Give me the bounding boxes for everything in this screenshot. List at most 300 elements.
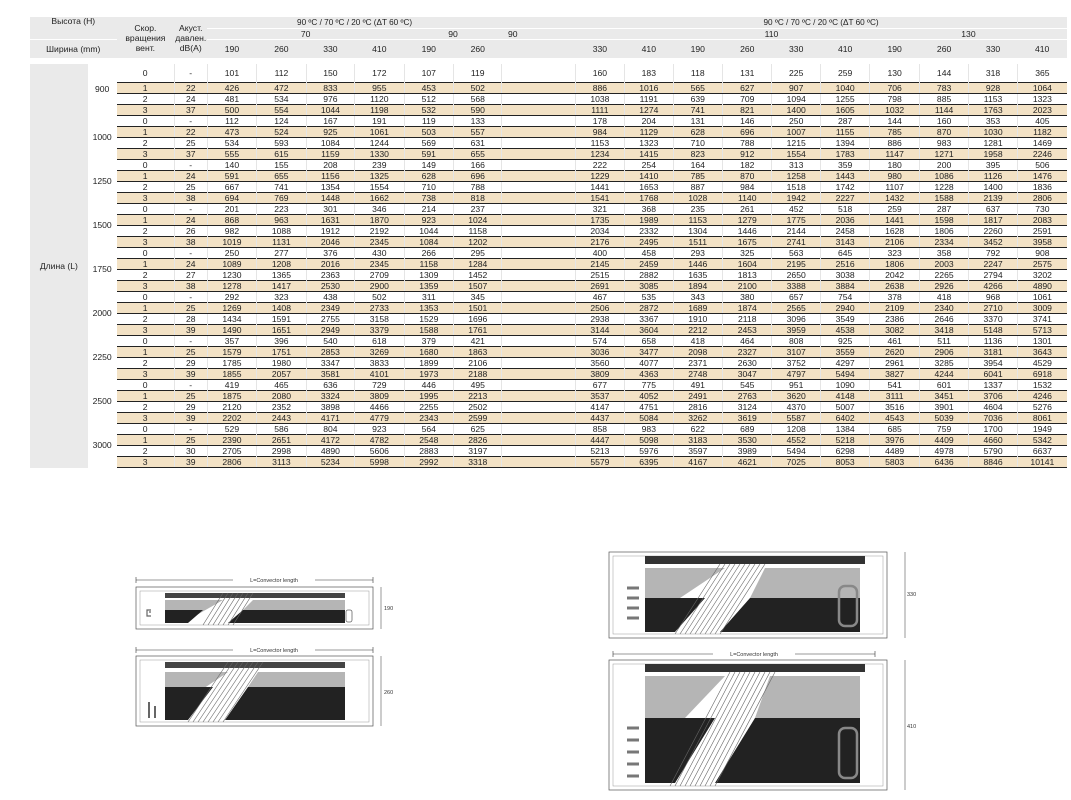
heat-output-cell: 1016 — [625, 83, 673, 94]
heat-output-cell: 3884 — [820, 281, 869, 292]
heat-output-cell: 1284 — [454, 259, 502, 270]
heat-output-cell: 3324 — [306, 391, 354, 402]
width-header-gap — [502, 40, 575, 59]
heat-output-cell: 2034 — [575, 226, 624, 237]
heat-output-cell: 2883 — [404, 446, 453, 457]
width-column-header: 190 — [207, 40, 256, 59]
heat-output-cell: 2192 — [355, 226, 404, 237]
heat-output-cell: 908 — [1017, 248, 1067, 259]
heat-output-cell: 2548 — [404, 435, 453, 446]
heat-output-cell: 1269 — [207, 303, 256, 314]
heat-output-cell: 7036 — [969, 413, 1017, 424]
length-value: 3000 — [88, 424, 117, 468]
heat-output-cell: 2872 — [625, 303, 673, 314]
fan-speed-cell: 0 — [142, 159, 148, 170]
header-row-temperature — [30, 17, 1067, 29]
table-row — [30, 369, 1067, 380]
fan-speed-cell: 1 — [117, 83, 175, 94]
length-value: 1500 — [88, 204, 117, 248]
heat-output-cell: 119 — [404, 116, 453, 127]
heat-output-cell: 500 — [207, 105, 256, 116]
acoustic-cell: 25 — [174, 303, 207, 314]
heat-output-cell: 912 — [723, 149, 772, 160]
gap-cell — [502, 116, 575, 127]
heat-output-cell: 3197 — [454, 446, 502, 457]
heat-output-cell: 3989 — [723, 446, 772, 457]
heat-output-cell: 1434 — [207, 314, 256, 325]
heat-output-cell: 2443 — [257, 413, 306, 424]
table-row — [30, 402, 1067, 413]
gap-cell — [502, 314, 575, 325]
heat-output-cell: 983 — [919, 138, 968, 149]
fan-speed-cell: 3 — [117, 457, 175, 468]
heat-output-cell: 2345 — [355, 237, 404, 248]
fan-speed-cell: 2 — [142, 93, 148, 104]
heat-output-cell: 358 — [919, 248, 968, 259]
table-row — [30, 64, 1067, 83]
acoustic-cell: 38 — [174, 281, 207, 292]
convector-diagram-260 — [133, 642, 408, 732]
heat-output-cell: 343 — [673, 292, 722, 303]
heat-output-cell: 1448 — [306, 193, 354, 204]
heat-output-cell: 2246 — [1017, 149, 1067, 160]
heat-output-cell: 2016 — [306, 259, 354, 270]
heat-output-cell: 1140 — [723, 193, 772, 204]
heat-output-cell: 1359 — [404, 281, 453, 292]
heat-output-cell: 1158 — [404, 259, 453, 270]
heat-output-cell: 557 — [454, 127, 502, 138]
heat-output-cell: 2502 — [454, 402, 502, 413]
heat-output-cell: 6041 — [969, 369, 1017, 380]
heat-output-cell: 2459 — [625, 259, 673, 270]
heat-output-cell: 2705 — [207, 446, 256, 457]
heat-output-cell: 250 — [772, 116, 820, 127]
gap-cell — [502, 303, 575, 314]
width-column-header: 410 — [820, 40, 869, 59]
fan-speed-cell: 0 — [142, 379, 148, 390]
heat-output-cell: 405 — [1017, 116, 1067, 127]
gap-cell — [502, 171, 575, 182]
heat-output-cell: 2363 — [306, 270, 354, 281]
heat-output-cell: 5213 — [575, 446, 624, 457]
heat-output-cell: 2599 — [454, 413, 502, 424]
heat-output-cell: 1989 — [625, 215, 673, 226]
heat-output-cell: 689 — [723, 424, 772, 435]
width-header: Ширина (mm) — [30, 40, 117, 59]
heat-output-cell: 5998 — [355, 457, 404, 468]
heat-output-cell: 3124 — [723, 402, 772, 413]
width-column-header: 190 — [870, 40, 919, 59]
acoustic-cell: 25 — [174, 391, 207, 402]
heat-output-cell: 107 — [404, 64, 453, 83]
heat-output-cell: 368 — [625, 204, 673, 215]
heat-output-cell: 858 — [575, 424, 624, 435]
heat-output-cell: 798 — [870, 94, 919, 105]
heat-output-cell: 1813 — [723, 270, 772, 281]
heat-output-cell: 2620 — [870, 347, 919, 358]
heat-output-cell: 357 — [207, 336, 256, 347]
heat-output-cell: 4621 — [723, 457, 772, 468]
heat-output-cell: 532 — [404, 105, 453, 116]
heat-output-cell: 140 — [207, 160, 256, 171]
heat-output-cell: 3036 — [575, 347, 624, 358]
table-row — [30, 413, 1067, 424]
table-row — [30, 215, 1067, 226]
gap-cell — [502, 105, 575, 116]
gap-cell — [502, 248, 575, 259]
heat-output-cell: 3451 — [919, 391, 968, 402]
heat-output-cell: 3418 — [919, 325, 968, 336]
heat-output-cell: 618 — [355, 336, 404, 347]
convector-diagram-410 — [605, 648, 925, 794]
heat-output-cell: 534 — [257, 94, 306, 105]
fan-speed-cell: 3 — [117, 413, 175, 424]
gap-cell — [502, 446, 575, 457]
heat-output-cell: 3379 — [355, 325, 404, 336]
heat-output-cell: 4266 — [969, 281, 1017, 292]
heat-output-cell: 2098 — [673, 347, 722, 358]
heat-output-cell: 426 — [207, 83, 256, 94]
heat-output-cell: 418 — [919, 292, 968, 303]
width-column-header: 410 — [1017, 40, 1067, 59]
table-row — [30, 380, 1067, 391]
heat-output-cell: 823 — [673, 149, 722, 160]
heat-output-cell: 446 — [404, 380, 453, 391]
acoustic-header: Акуст. давлен. dB(A) — [174, 17, 207, 58]
heat-output-cell: 2530 — [306, 281, 354, 292]
length-label-2: L=Convector length — [250, 648, 298, 654]
gap-cell — [502, 237, 575, 248]
heat-output-cell: 4978 — [919, 446, 968, 457]
heat-output-cell: 833 — [306, 83, 354, 94]
heat-output-cell: 359 — [820, 160, 869, 171]
length-label: Длина (L) — [30, 64, 88, 468]
acoustic-cell: 39 — [174, 457, 207, 468]
heat-output-cell: 1452 — [454, 270, 502, 281]
heat-output-cell: 4660 — [969, 435, 1017, 446]
heat-output-cell: 529 — [207, 424, 256, 435]
heat-output-cell: 541 — [870, 380, 919, 391]
heat-output-cell: 1870 — [355, 215, 404, 226]
fan-speed-cell: 1 — [117, 435, 175, 446]
length-value: 1250 — [88, 160, 117, 204]
heat-output-cell: 2806 — [1017, 193, 1067, 204]
heat-output-cell: 321 — [575, 204, 624, 215]
heat-output-cell: 235 — [673, 204, 722, 215]
heat-output-cell: 418 — [673, 336, 722, 347]
heat-output-cell: 2938 — [575, 314, 624, 325]
heat-output-cell: 4543 — [870, 413, 919, 424]
heat-output-cell: 628 — [673, 127, 722, 138]
heat-output-cell: 2638 — [870, 281, 919, 292]
heat-output-cell: 710 — [673, 138, 722, 149]
heat-output-cell: 3111 — [870, 391, 919, 402]
heat-output-cell: 3183 — [673, 435, 722, 446]
width-column-header: 330 — [306, 40, 354, 59]
acoustic-cell: 25 — [174, 347, 207, 358]
heat-output-cell: 1159 — [306, 149, 354, 160]
acoustic-cell: - — [174, 292, 207, 303]
heat-output-cell: 1202 — [454, 237, 502, 248]
table-row — [30, 435, 1067, 446]
acoustic-cell: 24 — [174, 94, 207, 105]
heat-output-cell: 495 — [454, 380, 502, 391]
heat-output-cell: 379 — [404, 336, 453, 347]
heat-output-cell: 2733 — [355, 303, 404, 314]
convector-diagram-330 — [605, 548, 925, 643]
heat-output-cell: 2709 — [355, 270, 404, 281]
heat-output-cell: 149 — [404, 160, 453, 171]
heat-output-cell: 3388 — [772, 281, 820, 292]
heat-output-cell: 182 — [723, 160, 772, 171]
heat-output-cell: 925 — [820, 336, 869, 347]
heat-output-cell: 1995 — [404, 391, 453, 402]
acoustic-cell: - — [174, 116, 207, 127]
gap-cell — [502, 424, 575, 435]
heat-output-cell: 2516 — [820, 259, 869, 270]
heat-output-cell: 1511 — [673, 237, 722, 248]
heat-output-cell: 5713 — [1017, 325, 1067, 336]
fan-speed-header: Скор. вращения вент. — [117, 17, 175, 58]
heat-output-cell: 512 — [404, 94, 453, 105]
heat-output-cell: 6298 — [820, 446, 869, 457]
heat-output-cell: 396 — [257, 336, 306, 347]
heat-output-cell: 1501 — [454, 303, 502, 314]
height-group-header: 90 — [502, 29, 673, 40]
heat-output-cell: 3827 — [870, 369, 919, 380]
heat-output-cell: 380 — [723, 292, 772, 303]
heat-output-cell: 601 — [919, 380, 968, 391]
gap-cell — [502, 215, 575, 226]
heat-output-cell: 4370 — [772, 402, 820, 413]
heat-output-cell: 1680 — [404, 347, 453, 358]
heat-output-cell: 1806 — [919, 226, 968, 237]
heat-output-cell: 1215 — [772, 138, 820, 149]
heat-output-cell: 438 — [306, 292, 354, 303]
heat-output-cell: 1230 — [207, 270, 256, 281]
heat-output-cell: 1751 — [257, 347, 306, 358]
heat-output-cell: 2352 — [257, 402, 306, 413]
acoustic-cell: 28 — [174, 314, 207, 325]
heat-output-cell: 292 — [207, 292, 256, 303]
table-row — [30, 116, 1067, 127]
heat-output-cell: 555 — [207, 149, 256, 160]
heat-output-cell: 923 — [355, 424, 404, 435]
heat-output-cell: 461 — [870, 336, 919, 347]
heat-output-cell: 130 — [870, 64, 919, 83]
heat-output-cell: 1628 — [870, 226, 919, 237]
acoustic-cell: - — [174, 380, 207, 391]
heat-output-cell: 353 — [969, 116, 1017, 127]
fan-speed-cell: 2 — [142, 269, 148, 280]
heat-output-cell: 1662 — [355, 193, 404, 204]
heat-output-cell: 2906 — [919, 347, 968, 358]
heat-output-cell: 2826 — [454, 435, 502, 446]
heat-output-cell: 1155 — [820, 127, 869, 138]
heat-output-cell: 2109 — [870, 303, 919, 314]
heat-output-cell: 574 — [575, 336, 624, 347]
fan-speed-cell: 1 — [117, 347, 175, 358]
heat-output-cell: 868 — [207, 215, 256, 226]
acoustic-cell: - — [174, 248, 207, 259]
heat-output-cell: 785 — [673, 171, 722, 182]
heat-output-cell: 518 — [820, 204, 869, 215]
heat-output-cell: 2100 — [723, 281, 772, 292]
heat-output-cell: 506 — [1017, 160, 1067, 171]
heat-output-cell: 591 — [404, 149, 453, 160]
heat-output-cell: 645 — [820, 248, 869, 259]
heat-output-cell: 250 — [207, 248, 256, 259]
fan-speed-cell: 3 — [117, 325, 175, 336]
heat-output-cell: 2565 — [772, 303, 820, 314]
heat-output-cell: 1735 — [575, 215, 624, 226]
heat-output-cell: 1258 — [772, 171, 820, 182]
heat-output-cell: 1198 — [355, 105, 404, 116]
fan-speed-cell: 1 — [117, 127, 175, 138]
width-column-header: 330 — [969, 40, 1017, 59]
temp-header-gap — [502, 17, 575, 29]
heat-output-cell: 4447 — [575, 435, 624, 446]
table-row — [30, 457, 1067, 468]
table-row — [30, 138, 1067, 149]
heat-output-cell: 2003 — [919, 259, 968, 270]
heat-output-cell: 2495 — [625, 237, 673, 248]
acoustic-cell: 38 — [174, 193, 207, 204]
heat-output-cell: 160 — [575, 64, 624, 83]
heat-output-cell: 870 — [723, 171, 772, 182]
width-column-header: 410 — [625, 40, 673, 59]
heat-output-cell: 2036 — [820, 215, 869, 226]
heat-output-cell: 5803 — [870, 457, 919, 468]
heat-output-cell: 3597 — [673, 446, 722, 457]
table-row — [30, 259, 1067, 270]
heat-output-cell: 1234 — [575, 149, 624, 160]
heat-output-cell: 503 — [404, 127, 453, 138]
heat-output-cell: 3370 — [969, 314, 1017, 325]
heat-output-cell: 5084 — [625, 413, 673, 424]
heat-output-cell: 591 — [207, 171, 256, 182]
height-group-header: 130 — [870, 29, 1067, 40]
heat-output-cell: 378 — [870, 292, 919, 303]
heat-output-cell: 4167 — [673, 457, 722, 468]
heat-output-cell: 5148 — [969, 325, 1017, 336]
heat-output-cell: 1330 — [355, 149, 404, 160]
heat-output-cell: 1304 — [673, 226, 722, 237]
heat-output-cell: 1365 — [257, 270, 306, 281]
heat-output-cell: 4297 — [820, 358, 869, 369]
gap-cell — [502, 435, 575, 446]
acoustic-cell: 24 — [174, 259, 207, 270]
heat-output-cell: 10141 — [1017, 457, 1067, 468]
heat-output-cell: 2202 — [207, 413, 256, 424]
heat-output-cell: 1090 — [820, 380, 869, 391]
heat-output-cell: 1044 — [404, 226, 453, 237]
heat-output-cell: 821 — [723, 105, 772, 116]
heat-output-cell: 3741 — [1017, 314, 1067, 325]
heat-output-cell: 2646 — [919, 314, 968, 325]
fan-speed-cell: 0 — [142, 67, 148, 78]
acoustic-cell: - — [174, 64, 207, 83]
heat-output-cell: 3809 — [575, 369, 624, 380]
heat-output-cell: 1441 — [870, 215, 919, 226]
height-group-header: 110 — [673, 29, 870, 40]
gap-cell — [502, 336, 575, 347]
heat-output-cell: 1126 — [969, 171, 1017, 182]
heat-output-cell: 3096 — [772, 314, 820, 325]
heat-output-cell: 887 — [673, 182, 722, 193]
heat-output-cell: 430 — [355, 248, 404, 259]
heat-output-cell: 951 — [772, 380, 820, 391]
heat-output-cell: 3549 — [820, 314, 869, 325]
heat-output-cell: 706 — [870, 83, 919, 94]
heat-output-cell: 287 — [820, 116, 869, 127]
heat-output-cell: 400 — [575, 248, 624, 259]
heat-output-cell: 1912 — [306, 226, 354, 237]
heat-output-cell: 5790 — [969, 446, 1017, 457]
length-value: 2500 — [88, 380, 117, 424]
heat-output-cell: 955 — [355, 83, 404, 94]
heat-output-cell: 8053 — [820, 457, 869, 468]
heat-output-cell: 4148 — [820, 391, 869, 402]
heat-output-cell: 1279 — [723, 215, 772, 226]
acoustic-cell: 30 — [174, 446, 207, 457]
length-label: L=Convector length — [250, 578, 298, 584]
table-row — [30, 391, 1067, 402]
acoustic-cell: 25 — [174, 435, 207, 446]
heat-output-cell: 631 — [454, 138, 502, 149]
heat-output-cell: 2491 — [673, 391, 722, 402]
heat-output-cell: 2763 — [723, 391, 772, 402]
heat-output-cell: 2120 — [207, 402, 256, 413]
heat-output-cell: 615 — [257, 149, 306, 160]
heat-output-cell: 3901 — [919, 402, 968, 413]
gap-cell — [502, 402, 575, 413]
heat-output-cell: 2806 — [207, 457, 256, 468]
heat-output-cell: 627 — [723, 83, 772, 94]
heat-output-cell: 1958 — [969, 149, 1017, 160]
heat-output-cell: 3898 — [306, 402, 354, 413]
heat-output-cell: 1541 — [575, 193, 624, 204]
heat-output-cell: 3619 — [723, 413, 772, 424]
heat-output-cell: 3269 — [355, 347, 404, 358]
heat-output-cell: 925 — [306, 127, 354, 138]
heat-output-cell: 1775 — [772, 215, 820, 226]
heat-output-cell: 2386 — [870, 314, 919, 325]
height-410-label: 410 — [907, 724, 917, 730]
table-row — [30, 160, 1067, 171]
heat-output-cell: 785 — [870, 127, 919, 138]
heat-output-cell: 1120 — [355, 94, 404, 105]
heat-output-cell: 907 — [772, 83, 820, 94]
acoustic-cell: 26 — [174, 226, 207, 237]
heat-output-cell: 565 — [673, 83, 722, 94]
heat-output-cell: 1354 — [306, 182, 354, 193]
heat-output-cell: 502 — [454, 83, 502, 94]
width-column-header: 410 — [355, 40, 404, 59]
heat-output-cell: 295 — [454, 248, 502, 259]
heat-output-cell: 3144 — [575, 325, 624, 336]
heat-output-cell: 1415 — [625, 149, 673, 160]
heat-output-cell: 277 — [257, 248, 306, 259]
heat-output-cell: 200 — [919, 160, 968, 171]
heat-output-cell: 3107 — [772, 347, 820, 358]
heat-output-cell: 3752 — [772, 358, 820, 369]
gap-cell — [502, 369, 575, 380]
heat-output-cell: 112 — [257, 64, 306, 83]
heat-output-cell: 131 — [673, 116, 722, 127]
heat-output-cell: 119 — [454, 64, 502, 83]
gap-cell — [502, 138, 575, 149]
